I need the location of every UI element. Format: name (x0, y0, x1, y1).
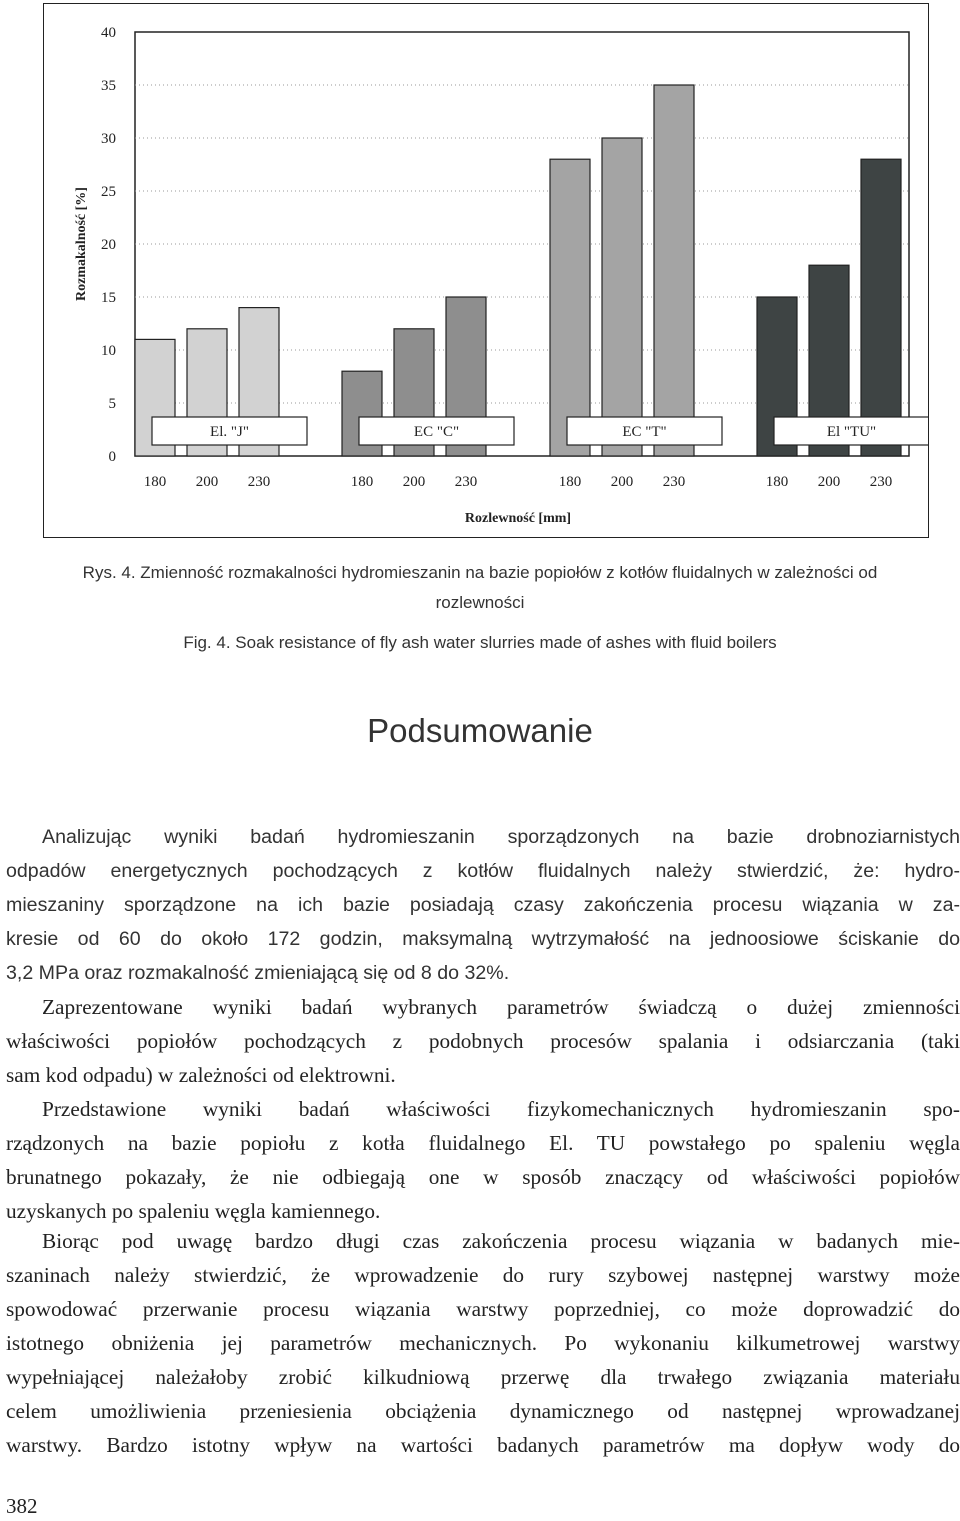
x-tick-label: 230 (247, 474, 271, 490)
x-tick-label: 200 (195, 474, 219, 490)
group-label: El "TU" (826, 424, 877, 440)
paragraph-line: warstwy. Bardzo istotny wpływ na wartości badanych parametrów ma dopływ wody do (6, 1433, 960, 1457)
paragraph-4 (6, 1224, 960, 1462)
x-tick-label: 180 (350, 474, 374, 490)
paragraph-line: Analizując wyniki badań hydromieszanin sporządzonych na bazie drobnoziarnistych (42, 826, 960, 848)
paragraph-line: istotnego obniżenia jej parametrów mechanicznych. Po wykonaniu kilkumetrowej warstwy (6, 1331, 960, 1355)
paragraph-line: Zaprezentowane wyniki badań wybranych parametrów świadczą o dużej zmienności (42, 995, 960, 1019)
group-label: EC "C" (413, 424, 460, 440)
paragraph-line: 3,2 MPa oraz rozmakalność zmieniającą się od 8 do 32%. (6, 962, 510, 984)
bar-chart (44, 4, 928, 537)
y-tick-label: 0 (108, 449, 116, 465)
y-tick-label: 20 (101, 237, 116, 253)
bar (654, 85, 694, 456)
figure-caption-pl-continued: rozlewności (435, 593, 525, 612)
y-axis-label: Rozmakalność [%] (74, 187, 89, 301)
page-number: 382 (6, 1494, 38, 1518)
bar (861, 159, 901, 456)
paragraph-line: wypełniającej należałoby zrobić kilkudniową przerwę dla trwałego związania materiału (6, 1365, 960, 1389)
x-tick-label: 200 (402, 474, 426, 490)
y-tick-label: 30 (101, 131, 116, 147)
paragraph-line: odpadów energetycznych pochodzących z kotłów fluidalnych należy stwierdzić, że: hydro- (6, 860, 960, 882)
x-tick-label: 180 (558, 474, 582, 490)
paragraph-line: właściwości popiołów pochodzących z podobnych procesów spalania i odsiarczania (taki (6, 1029, 960, 1053)
y-tick-label: 25 (101, 184, 116, 200)
paragraph-line: mieszaniny sporządzone na ich bazie posiadają czasy zakończenia procesu wiązania w za- (6, 894, 960, 916)
x-tick-label: 180 (143, 474, 167, 490)
x-tick-label: 200 (817, 474, 841, 490)
paragraph-line: brunatnego pokazały, że nie odbiegają one w sposób znaczący od właściwości popiołów (6, 1165, 960, 1189)
bar (550, 159, 590, 456)
y-tick-label: 5 (108, 396, 116, 412)
bar (602, 138, 642, 456)
y-tick-label: 40 (101, 25, 116, 41)
paragraph-line: Biorąc pod uwagę bardzo długi czas zakończenia procesu wiązania w badanych mie- (42, 1229, 960, 1253)
x-axis-label: Rozlewność [mm] (464, 511, 572, 526)
group-label: El. "J" (210, 424, 249, 440)
x-tick-label: 230 (662, 474, 686, 490)
group-label: EC "T" (622, 424, 667, 440)
paragraph-line: spowodować przerwanie procesu wiązania warstwy poprzedniej, co może doprowadzić do (6, 1297, 960, 1321)
chart-frame (43, 3, 929, 538)
paragraph-line: szaninach należy stwierdzić, że wprowadzenie do rury szybowej następnej warstwy może (6, 1263, 960, 1287)
paragraph-line: sam kod odpadu) w zależności od elektrowni. (6, 1063, 396, 1087)
y-tick-label: 15 (101, 290, 116, 306)
paragraph-line: rządzonych na bazie popiołu z kotła fluidalnego El. TU powstałego po spaleniu węgla (6, 1131, 960, 1155)
paragraph-1 (6, 820, 960, 990)
paragraph-line: uzyskanych po spaleniu węgla kamiennego. (6, 1199, 381, 1223)
paragraph-line: kresie od 60 do około 172 godzin, maksymalną wytrzymałość na jednoosiowe ściskanie do (6, 928, 960, 950)
y-tick-label: 10 (101, 343, 116, 359)
figure-caption-pl: Rys. 4. Zmienność rozmakalności hydromieszanin na bazie popiołów z kotłów fluidalnych w zależności od (82, 563, 878, 582)
figure-caption-en: Fig. 4. Soak resistance of fly ash water slurries made of ashes with fluid boilers (183, 633, 777, 652)
y-tick-label: 35 (101, 78, 116, 94)
x-tick-label: 180 (765, 474, 789, 490)
x-tick-label: 200 (610, 474, 634, 490)
x-tick-label: 230 (454, 474, 478, 490)
x-tick-label: 230 (869, 474, 893, 490)
paragraph-line: celem umożliwienia przeniesienia obciążenia dynamicznego od następnej wprowadzanej (6, 1399, 960, 1423)
section-title: Podsumowanie (367, 712, 593, 749)
paragraph-3 (6, 1092, 960, 1228)
paragraph-2 (6, 990, 960, 1092)
paragraph-line: Przedstawione wyniki badań właściwości fizykomechanicznych hydromieszanin spo- (42, 1097, 960, 1121)
